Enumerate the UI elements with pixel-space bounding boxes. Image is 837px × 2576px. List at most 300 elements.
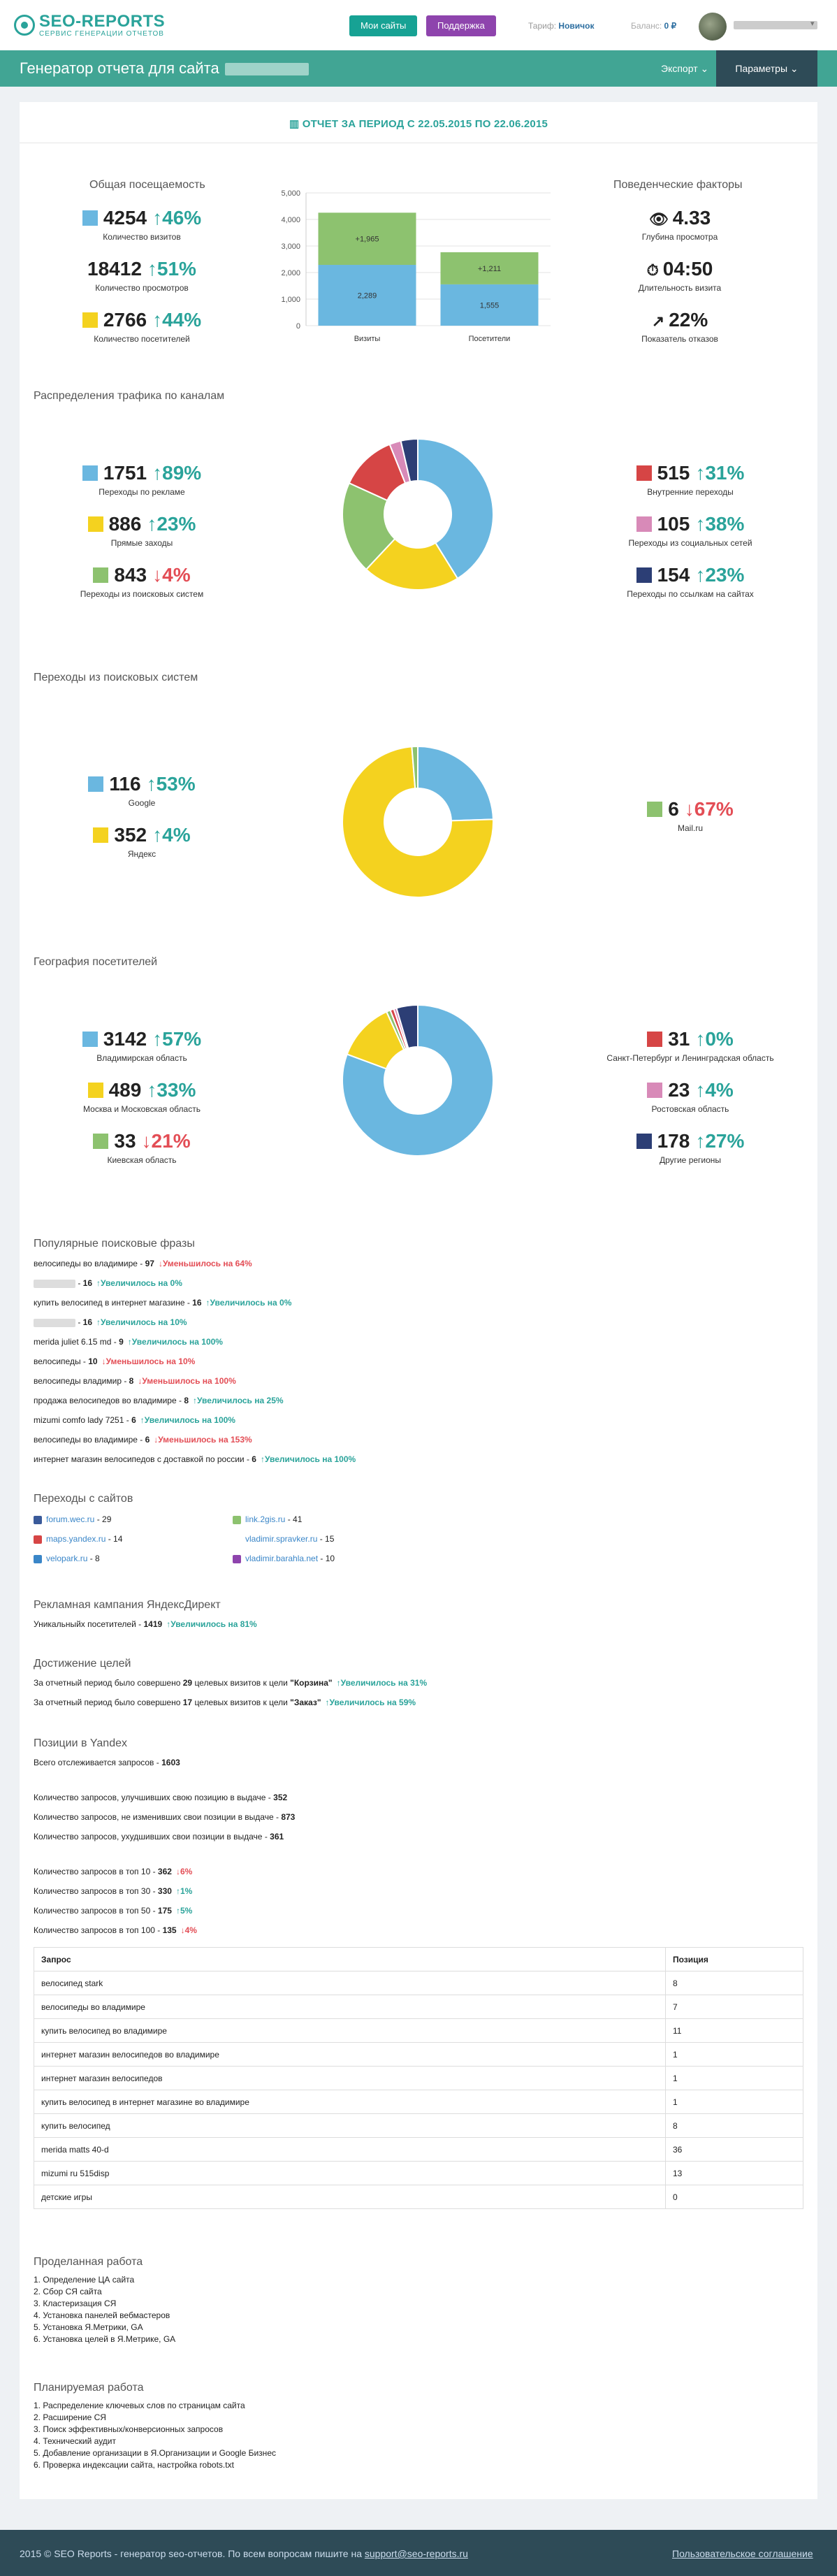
channel-kpi: [585, 513, 795, 548]
kpi-delta: ↑33%: [147, 1079, 196, 1101]
list-item: [34, 1293, 356, 1312]
table-row: [34, 2090, 803, 2114]
support-email-link[interactable]: support@seo-reports.ru: [364, 2548, 468, 2559]
change-badge: ↑5%: [175, 1906, 193, 1916]
kpi-delta: ↑31%: [695, 462, 745, 484]
column-header-position[interactable]: Позиция: [666, 1948, 803, 1971]
kpi-value: 1751: [103, 462, 147, 484]
page-header: [0, 50, 837, 87]
avatar[interactable]: [699, 13, 727, 41]
top-count: 135: [162, 1925, 177, 1935]
query-cell: интернет магазин велосипедов во владимире: [34, 2043, 666, 2067]
kpi-delta: ↑51%: [147, 258, 196, 280]
phrases-title: Популярные поисковые фразы: [34, 1238, 195, 1250]
kpi-label: Прямые заходы: [110, 538, 173, 548]
behavior-number: 4.33: [672, 207, 711, 229]
attendance-kpi: [51, 207, 233, 242]
list-item: 4. Установка панелей вебмастеров: [34, 2310, 170, 2320]
behavior-value: [610, 258, 750, 280]
list-item: [34, 1371, 356, 1391]
kpi-label: Mail.ru: [677, 823, 703, 833]
kpi-value: 105: [657, 513, 690, 535]
data-label: 1,555: [479, 301, 500, 310]
geo-kpi: [578, 1079, 802, 1114]
referral-link[interactable]: vladimir.barahla.net: [245, 1554, 319, 1563]
kpi-value: 178: [657, 1130, 690, 1152]
kpi-delta: ↑53%: [146, 773, 196, 795]
phrases-list: [34, 1254, 356, 1469]
kpi-label: Москва и Московская область: [83, 1104, 201, 1114]
kpi-label: Google: [128, 798, 156, 808]
user-name-redacted[interactable]: [734, 21, 817, 29]
phrase-text: интернет магазин велосипедов с доставкой по россии -: [34, 1454, 252, 1464]
table-row: [34, 2162, 803, 2185]
referral-count: - 29: [94, 1514, 112, 1524]
kpi-label: Санкт-Петербург и Ленинградская область: [606, 1053, 774, 1063]
kpi-delta: ↓4%: [152, 564, 191, 586]
referral-link[interactable]: maps.yandex.ru: [46, 1534, 106, 1544]
query-cell: купить велосипед в интернет магазине во владимире: [34, 2090, 666, 2114]
geo-kpi: [37, 1028, 247, 1063]
change-badge: ↓Уменьшилось на 153%: [154, 1435, 252, 1445]
kpi-delta: ↓21%: [141, 1130, 191, 1152]
kpi-label: Ростовская область: [651, 1104, 729, 1114]
phrase-count: 6: [131, 1415, 136, 1425]
kpi-row: [585, 798, 795, 820]
goal-count: 29: [182, 1678, 193, 1688]
phrase-text: велосипеды во владимире -: [34, 1435, 145, 1445]
geo-kpi: [578, 1130, 802, 1165]
logo-subtitle: СЕРВИС ГЕНЕРАЦИИ ОТЧЕТОВ: [39, 29, 164, 38]
channel-kpi: [37, 462, 247, 497]
list-item: За отчетный период было совершено 29 целевых визитов к цели "Корзина" ↑Увеличилось на 31%: [34, 1678, 428, 1688]
referral-link[interactable]: vladimir.spravker.ru: [245, 1534, 318, 1544]
change-badge: ↑Увеличилось на 59%: [325, 1698, 416, 1707]
position-cell: 11: [666, 2019, 803, 2043]
behavior-kpi: [610, 258, 750, 293]
query-cell: купить велосипед: [34, 2114, 666, 2138]
position-cell: 1: [666, 2067, 803, 2090]
referrals-right-list: [233, 1510, 335, 1568]
list-item: Всего отслеживается запросов - 1603: [34, 1758, 180, 1767]
favicon-icon: [233, 1535, 241, 1544]
channel-kpi: [585, 462, 795, 497]
attendance-kpi: [51, 258, 233, 293]
search-title: Переходы из поисковых систем: [34, 672, 198, 683]
phrase-text: велосипеды владимир -: [34, 1376, 129, 1386]
kpi-delta: ↑57%: [152, 1028, 202, 1050]
kpi-label: Количество просмотров: [95, 283, 189, 293]
change-badge: ↓Уменьшилось на 64%: [158, 1259, 252, 1268]
list-item: 2. Расширение СЯ: [34, 2412, 106, 2422]
agreement-link[interactable]: Пользовательское соглашение: [672, 2548, 813, 2559]
position-cell: 8: [666, 2114, 803, 2138]
kpi-row: [578, 1028, 802, 1050]
tarif-info: [528, 21, 594, 31]
query-cell: велосипеды во владимире: [34, 1995, 666, 2019]
top-count: 362: [157, 1867, 172, 1876]
kpi-label: Переходы из поисковых систем: [80, 589, 204, 599]
behavior-value: [610, 207, 750, 229]
kpi-delta: ↑0%: [695, 1028, 734, 1050]
change-badge: ↑Увеличилось на 25%: [193, 1396, 284, 1405]
table-header-row: [34, 1948, 803, 1971]
favicon-icon: [34, 1555, 42, 1563]
redacted-phrase: [34, 1280, 75, 1288]
legend-swatch: [82, 1032, 98, 1047]
kpi-label: Количество посетителей: [94, 334, 190, 344]
query-cell: merida matts 40-d: [34, 2138, 666, 2162]
chart-icon: ▥: [289, 118, 303, 130]
kpi-row: [51, 258, 233, 280]
kpi-row: [37, 564, 247, 586]
donut-slice: [418, 746, 493, 820]
query-cell: mizumi ru 515disp: [34, 2162, 666, 2185]
referrals-title: Переходы с сайтов: [34, 1493, 133, 1505]
kpi-row: [37, 1028, 247, 1050]
kpi-value: 23: [668, 1079, 690, 1101]
phrase-count: 8: [129, 1376, 134, 1386]
kpi-row: [51, 207, 233, 229]
params-menu-button[interactable]: Параметры ⌄: [716, 50, 817, 87]
table-row: [34, 2043, 803, 2067]
change-badge: ↑Увеличилось на 10%: [96, 1317, 187, 1327]
legend-swatch: [93, 827, 108, 843]
referrals-left-list: [34, 1510, 122, 1568]
logo-icon: [14, 15, 35, 36]
referral-count: - 14: [105, 1534, 123, 1544]
position-cell: 7: [666, 1995, 803, 2019]
report-card: [20, 102, 817, 2499]
logo[interactable]: [14, 13, 165, 38]
kpi-value: 489: [108, 1079, 142, 1101]
kpi-label: Переходы из социальных сетей: [628, 538, 752, 548]
list-item: [233, 1549, 335, 1568]
kpi-value: 4254: [103, 207, 147, 229]
list-item: [233, 1529, 335, 1549]
behavior-label: Длительность визита: [638, 283, 722, 293]
list-item: 3. Кластеризация СЯ: [34, 2299, 117, 2308]
planned-list: [34, 2400, 276, 2471]
legend-swatch: [88, 1083, 103, 1098]
y-tick-label: 0: [296, 322, 300, 331]
query-cell: купить велосипед во владимире: [34, 2019, 666, 2043]
legend-swatch: [88, 516, 103, 532]
support-button[interactable]: Поддержка: [426, 15, 496, 36]
x-tick-label: Посетители: [468, 335, 511, 343]
attendance-title: Общая посещаемость: [89, 179, 205, 191]
phrase-count: 97: [145, 1259, 154, 1268]
y-tick-label: 1,000: [281, 296, 300, 304]
kpi-value: 18412: [87, 258, 142, 280]
kpi-label: Яндекс: [127, 849, 157, 859]
kpi-label: Другие регионы: [659, 1155, 722, 1165]
channel-kpi: [37, 564, 247, 599]
legend-swatch: [636, 1134, 652, 1149]
kpi-row: [37, 1079, 247, 1101]
list-item: [34, 1332, 356, 1352]
list-item: [34, 1352, 356, 1371]
legend-swatch: [636, 516, 652, 532]
behavior-title: Поведенческие факторы: [613, 179, 743, 191]
list-item: 1. Определение ЦА сайта: [34, 2275, 135, 2285]
kpi-row: [37, 513, 247, 535]
query-cell: интернет магазин велосипедов: [34, 2067, 666, 2090]
list-item: [34, 1529, 122, 1549]
referral-link[interactable]: forum.wec.ru: [46, 1514, 95, 1524]
top-count: 330: [157, 1886, 172, 1896]
kpi-value: 515: [657, 462, 690, 484]
data-label: 2,289: [357, 291, 377, 301]
phrase-text: велосипеды во владимире -: [34, 1259, 145, 1268]
behavior-number: 22%: [669, 309, 708, 331]
footer: [0, 2530, 837, 2576]
legend-swatch: [82, 465, 98, 481]
referral-link[interactable]: link.2gis.ru: [245, 1514, 286, 1524]
kpi-row: [585, 513, 795, 535]
table-row: [34, 2019, 803, 2043]
chevron-down-icon[interactable]: ▾: [810, 20, 815, 28]
phrase-count: 8: [184, 1396, 189, 1405]
balance-value: 0 ₽: [664, 21, 677, 31]
balance-label: Баланс:: [631, 21, 662, 31]
legend-swatch: [647, 1083, 662, 1098]
change-badge: ↑Увеличилось на 100%: [127, 1337, 223, 1347]
legend-swatch: [82, 210, 98, 226]
kpi-value: 154: [657, 564, 690, 586]
position-cell: 1: [666, 2090, 803, 2114]
phrase-text: велосипеды -: [34, 1356, 89, 1366]
change-badge: ↑Увеличилось на 31%: [336, 1678, 428, 1688]
search-kpi: [585, 798, 795, 833]
list-item: [34, 1410, 356, 1430]
kpi-value: 116: [109, 773, 141, 795]
balance-info: [631, 21, 676, 31]
list-item: [34, 1510, 122, 1529]
list-item: [34, 1449, 356, 1469]
geo-kpi: [37, 1130, 247, 1165]
phrase-count: 16: [82, 1317, 93, 1327]
change-badge: ↑Увеличилось на 100%: [140, 1415, 235, 1425]
behavior-value: [610, 309, 750, 331]
behavior-icon: ↗: [651, 312, 665, 330]
phrase-text: продажа велосипедов во владимире -: [34, 1396, 184, 1405]
search-kpi: [37, 773, 247, 808]
change-badge: ↓Уменьшилось на 100%: [138, 1376, 236, 1386]
phrase-text: купить велосипед в интернет магазине -: [34, 1298, 193, 1308]
table-row: [34, 1995, 803, 2019]
position-cell: 36: [666, 2138, 803, 2162]
kpi-value: 886: [108, 513, 142, 535]
list-item: 6. Проверка индексации сайта, настройка robots.txt: [34, 2460, 234, 2470]
referral-count: - 41: [285, 1514, 303, 1524]
list-item: - 16 ↑Увеличилось на 10%: [34, 1312, 356, 1332]
legend-swatch: [636, 465, 652, 481]
list-item: 2. Сбор СЯ сайта: [34, 2287, 102, 2296]
legend-swatch: [647, 1032, 662, 1047]
kpi-row: [51, 309, 233, 331]
list-item: Количество запросов, улучшивших свою позицию в выдаче - 352: [34, 1793, 288, 1802]
list-item: [34, 1430, 356, 1449]
legend-swatch: [88, 776, 103, 792]
goals-list: [34, 1673, 427, 1712]
kpi-label: Внутренние переходы: [647, 487, 734, 497]
behavior-icon: ⏱: [646, 261, 659, 279]
table-row: [34, 2067, 803, 2090]
table-row: [34, 2114, 803, 2138]
direct-stats: [34, 1614, 257, 1634]
favicon-icon: [233, 1555, 241, 1563]
change-badge: ↓Уменьшилось на 10%: [101, 1356, 196, 1366]
list-item: Количество запросов в топ 100 - 135 ↓4%: [34, 1925, 197, 1935]
attendance-bar-chart: [264, 186, 558, 354]
y-tick-label: 4,000: [281, 216, 300, 224]
y-tick-label: 5,000: [281, 189, 300, 198]
legend-swatch: [93, 1134, 108, 1149]
list-item: Количество запросов в топ 30 - 330 ↑1%: [34, 1886, 193, 1896]
list-item: [34, 1254, 356, 1273]
list-item: 6. Установка целей в Я.Метрике, GA: [34, 2334, 176, 2344]
tarif-value[interactable]: Новичок: [558, 21, 595, 31]
query-cell: велосипед stark: [34, 1971, 666, 1995]
kpi-delta: ↑27%: [695, 1130, 745, 1152]
yandex-title: Позиции в Yandex: [34, 1737, 127, 1749]
geo-kpi: [578, 1028, 802, 1063]
kpi-value: 6: [668, 798, 679, 820]
legend-swatch: [93, 567, 108, 583]
goals-title: Достижение целей: [34, 1658, 131, 1670]
channel-kpi: [585, 564, 795, 599]
kpi-row: [585, 462, 795, 484]
change-badge: ↑Увеличилось на 0%: [205, 1298, 292, 1308]
list-item: Количество запросов, не изменивших свои позиции в выдаче - 873: [34, 1812, 296, 1822]
kpi-label: Переходы по рекламе: [99, 487, 185, 497]
data-label: +1,965: [355, 235, 379, 244]
behavior-kpi: [610, 207, 750, 242]
table-row: [34, 2185, 803, 2209]
phrase-count: 10: [88, 1356, 98, 1366]
footer-text: 2015 © SEO Reports - генератор seo-отчетов. По всем вопросам пишите на support@seo-reports.ru: [20, 2548, 468, 2559]
kpi-delta: ↑44%: [152, 309, 202, 331]
top-navbar: [0, 0, 837, 50]
list-item: Количество запросов, ухудшивших свои позиции в выдаче - 361: [34, 1832, 284, 1841]
list-item: Количество запросов в топ 10 - 362 ↓6%: [34, 1867, 193, 1876]
redacted-phrase: [34, 1319, 75, 1327]
my-sites-button[interactable]: Мои сайты: [349, 15, 417, 36]
referral-count: - 8: [87, 1554, 100, 1563]
goal-name: "Корзина": [290, 1678, 333, 1688]
kpi-label: Количество визитов: [103, 232, 181, 242]
phrase-count: 16: [82, 1278, 93, 1288]
change-badge: ↑Увеличилось на 0%: [96, 1278, 182, 1288]
y-tick-label: 2,000: [281, 269, 300, 277]
phrase-text: merida juliet 6.15 md -: [34, 1337, 119, 1347]
table-row: [34, 1971, 803, 1995]
kpi-value: 3142: [103, 1028, 147, 1050]
list-item: За отчетный период было совершено 17 целевых визитов к цели "Заказ" ↑Увеличилось на 59%: [34, 1698, 416, 1707]
kpi-delta: ↑38%: [695, 513, 745, 535]
column-header-query[interactable]: Запрос: [34, 1948, 666, 1971]
kpi-row: [37, 824, 247, 846]
favicon-icon: [34, 1535, 42, 1544]
kpi-delta: ↑23%: [695, 564, 745, 586]
planned-title: Планируемая работа: [34, 2382, 144, 2394]
list-item: - 16 ↑Увеличилось на 0%: [34, 1273, 356, 1293]
referral-count: - 15: [317, 1534, 335, 1544]
kpi-delta: ↑4%: [152, 824, 191, 846]
list-item: [34, 1549, 122, 1568]
legend-swatch: [636, 567, 652, 583]
legend-swatch: [82, 312, 98, 328]
kpi-delta: ↑46%: [152, 207, 202, 229]
kpi-row: [585, 564, 795, 586]
kpi-delta: ↑4%: [695, 1079, 734, 1101]
done-title: Проделанная работа: [34, 2256, 143, 2268]
behavior-label: Глубина просмотра: [641, 232, 718, 242]
referral-count: - 10: [318, 1554, 335, 1563]
kpi-value: 352: [114, 824, 147, 846]
direct-title: Рекламная кампания ЯндексДирект: [34, 1599, 221, 1611]
top-count: 175: [157, 1906, 172, 1916]
position-cell: 8: [666, 1971, 803, 1995]
attendance-kpi: [51, 309, 233, 344]
behavior-icon: 👁: [648, 210, 669, 228]
report-title: ▥ ОТЧЕТ ЗА ПЕРИОД С 22.05.2015 ПО 22.06.2015: [289, 118, 548, 130]
phrase-count: 6: [252, 1454, 256, 1464]
change-badge: ↓4%: [180, 1925, 197, 1935]
x-tick-label: Визиты: [354, 335, 381, 343]
goal-count: 17: [182, 1698, 193, 1707]
goal-name: "Заказ": [290, 1698, 321, 1707]
behavior-number: 04:50: [662, 258, 713, 280]
phrase-count: 6: [145, 1435, 150, 1445]
search-donut-chart: [334, 738, 502, 906]
change-badge: ↑1%: [175, 1886, 193, 1896]
phrase-count: 16: [192, 1298, 202, 1308]
phrase-count: 9: [119, 1337, 124, 1347]
geo-title: География посетителей: [34, 956, 158, 968]
list-item: 5. Добавление организации в Я.Организации и Google Бизнес: [34, 2448, 276, 2458]
list-item: Уникальныйх посетителей - 1419 ↑Увеличилось на 81%: [34, 1619, 257, 1629]
positions-table: [34, 1947, 803, 2209]
phrase-text: mizumi comfo lady 7251 -: [34, 1415, 132, 1425]
favicon-icon: [34, 1516, 42, 1524]
kpi-row: [37, 462, 247, 484]
data-label: +1,211: [477, 264, 502, 273]
referral-link[interactable]: velopark.ru: [46, 1554, 88, 1563]
query-cell: детские игры: [34, 2185, 666, 2209]
kpi-row: [37, 1130, 247, 1152]
kpi-label: Владимирская область: [96, 1053, 187, 1063]
export-menu-button[interactable]: Экспорт ⌄: [661, 63, 709, 74]
behavior-label: Показатель отказов: [641, 334, 718, 344]
list-item: 3. Поиск эффективных/конверсионных запросов: [34, 2424, 224, 2434]
list-item: [233, 1510, 335, 1529]
site-name-redacted: [225, 63, 309, 75]
kpi-value: 33: [114, 1130, 136, 1152]
kpi-label: Киевская область: [107, 1155, 177, 1165]
favicon-icon: [233, 1516, 241, 1524]
legend-swatch: [647, 802, 662, 817]
position-cell: 13: [666, 2162, 803, 2185]
list-item: Количество запросов в топ 50 - 175 ↑5%: [34, 1906, 193, 1916]
change-badge: ↑Увеличилось на 100%: [260, 1454, 356, 1464]
search-kpi: [37, 824, 247, 859]
page-title: Генератор отчета для сайта: [20, 59, 309, 78]
kpi-row: [578, 1130, 802, 1152]
list-item: 4. Технический аудит: [34, 2436, 116, 2446]
channels-title: Распределения трафика по каналам: [34, 390, 225, 402]
